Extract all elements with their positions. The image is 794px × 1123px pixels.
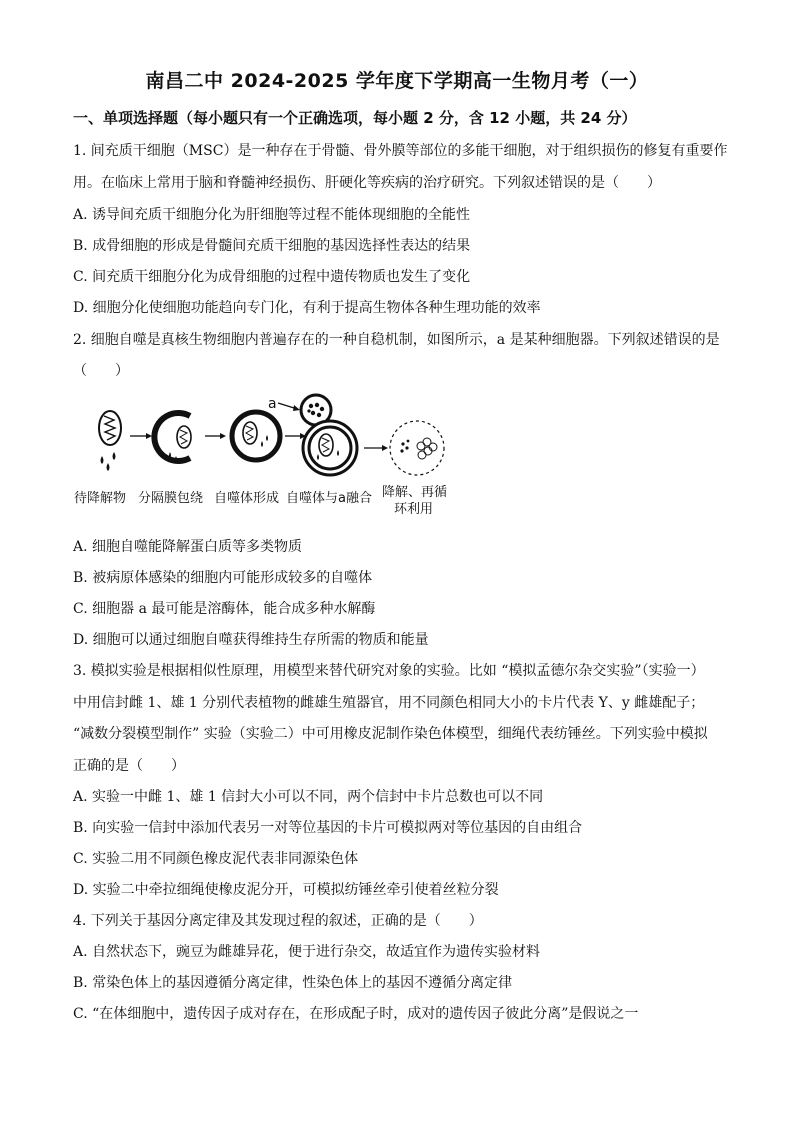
q2-option-c: C. 细胞器 a 最可能是溶酶体，能合成多种水解酶 <box>73 601 376 617</box>
q4-option-c: C. “在体细胞中，遗传因子成对存在，在形成配子时，成对的遗传因子彼此分离”是假说之一 <box>73 1006 639 1022</box>
q3-stem-line3: “减数分裂模型制作” 实验（实验二）中可用橡皮泥制作染色体模型，细绳代表纺锤丝。下列实验中模拟 <box>73 726 708 742</box>
degradation-shape <box>390 421 444 475</box>
q4-stem-line1: 4. 下列关于基因分离定律及其发现过程的叙述，正确的是（ ） <box>73 913 483 929</box>
q1-option-d: D. 细胞分化使细胞功能趋向专门化，有利于提高生物体各种生理功能的效率 <box>73 300 541 316</box>
phagophore-shape <box>154 413 191 462</box>
q1-option-c: C. 间充质干细胞分化为成骨细胞的过程中遗传物质也发生了变化 <box>73 269 471 285</box>
q1-stem-line2: 用。在临床上常用于脑和脊髓神经损伤、肝硬化等疾病的治疗研究。下列叙述错误的是（ ） <box>73 175 661 191</box>
q3-option-d: D. 实验二中牵拉细绳使橡皮泥分开，可模拟纺锤丝牵引使着丝粒分裂 <box>73 882 499 898</box>
q3-option-b: B. 向实验一信封中添加代表另一对等位基因的卡片可模拟两对等位基因的自由组合 <box>73 820 583 836</box>
autophagy-figure <box>72 386 462 522</box>
q3-option-c: C. 实验二用不同颜色橡皮泥代表非同源染色体 <box>73 851 359 867</box>
label-a: a <box>268 396 277 412</box>
caption-stage1: 待降解物 <box>74 491 127 506</box>
q3-option-a: A. 实验一中雌 1、雄 1 信封大小可以不同，两个信封中卡片总数也可以不同 <box>73 789 544 805</box>
q2-option-d: D. 细胞可以通过细胞自噬获得维持生存所需的物质和能量 <box>73 632 429 648</box>
q3-stem-line4: 正确的是（ ） <box>73 758 185 774</box>
caption-stage4: 自噬体与a融合 <box>286 491 372 506</box>
q3-stem-line1: 3. 模拟实验是根据相似性原理，用模型来替代研究对象的实验。比如 “模拟孟德尔杂交实验”（实验一） <box>73 663 705 679</box>
q1-option-b: B. 成骨细胞的形成是骨髓间充质干细胞的基因选择性表达的结果 <box>73 238 471 254</box>
droplets-shape <box>101 452 116 471</box>
mitochondrion-shape <box>99 411 121 445</box>
q1-option-a: A. 诱导间充质干细胞分化为肝细胞等过程不能体现细胞的全能性 <box>73 207 471 223</box>
section-heading: 一、单项选择题（每小题只有一个正确选项，每小题 2 分，含 12 小题，共 24 分） <box>73 109 637 127</box>
q2-stem-line2: （ ） <box>73 363 129 379</box>
caption-stage3: 自噬体形成 <box>214 491 280 506</box>
caption-stage5-line2: 环利用 <box>394 502 434 517</box>
q3-stem-line2: 中用信封雌 1、雄 1 分别代表植物的雌雄生殖器官，用不同颜色相同大小的卡片代表 Y、y 雌雄配子； <box>73 695 705 711</box>
autolysosome-shape <box>303 421 357 475</box>
q2-stem-line1: 2. 细胞自噬是真核生物细胞内普遍存在的一种自稳机制，如图所示，a 是某种细胞器。下列叙述错误的是 <box>73 332 720 348</box>
caption-stage5-line1: 降解、再循 <box>382 485 448 500</box>
q2-option-a: A. 细胞自噬能降解蛋白质等多类物质 <box>73 539 303 555</box>
q1-stem-line1: 1. 间充质干细胞（MSC）是一种存在于骨髓、骨外膜等部位的多能干细胞，对于组织损伤的修复有重要作 <box>73 143 728 159</box>
caption-stage2: 分隔膜包绕 <box>138 491 204 506</box>
q4-option-b: B. 常染色体上的基因遵循分离定律，性染色体上的基因不遵循分离定律 <box>73 975 513 991</box>
autophagosome-shape <box>232 412 280 460</box>
q2-option-b: B. 被病原体感染的细胞内可能形成较多的自噬体 <box>73 570 373 586</box>
exam-title: 南昌二中 2024-2025 学年度下学期高一生物月考（一） <box>145 70 649 92</box>
q4-option-a: A. 自然状态下，豌豆为雌雄异花，便于进行杂交，故适宜作为遗传实验材料 <box>73 944 541 960</box>
